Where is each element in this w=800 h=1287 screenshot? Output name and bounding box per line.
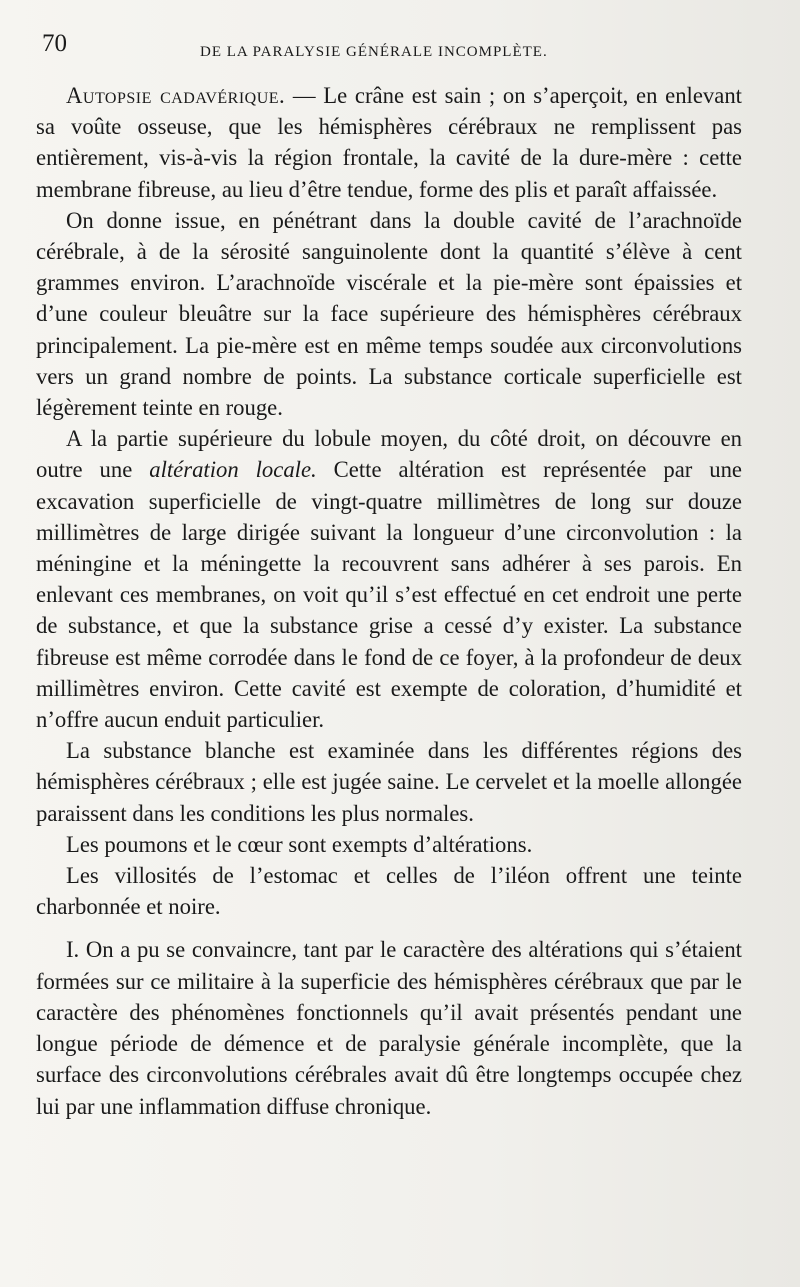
paragraph-conclusion: I. On a pu se convaincre, tant par le caractère des altérations qui s’étaient formées sur ce militaire à la superficie des hémisphères cérébraux que par le caractère des phénomènes fonctionnels qu’il avait présentés pendant une longue période de démence et de paralysie générale incomplète, que la surface des circonvolutions cérébrales avait dû être longtemps occupée chez lui par une inflammation diffuse chronique. — [36, 937, 742, 1119]
page-number: 70 — [42, 30, 67, 57]
paragraph-text: — Le crâne est sain ; on s’aperçoit, en enlevant sa voûte osseuse, que les hémisphères cérébraux ne remplissent pas entièrement, vis-à-vis la région frontale, la cavité de la dure-mère : cette membrane fibreuse, au lieu d’être tendue, forme des plis et paraît affaissée. — [36, 83, 742, 202]
section-heading: Autopsie cadavérique. — [66, 83, 286, 108]
paragraph-text: A la partie supérieure du lobule moyen, du côté droit, on découvre en outre une — [36, 426, 742, 483]
section-gap — [36, 922, 742, 934]
page-header — [40, 30, 760, 66]
paragraph-stomach: Les villosités de l’estomac et celles de l’iléon offrent une teinte charbonnée et noire. — [36, 863, 742, 920]
body-text — [36, 80, 742, 1122]
paragraph-white-substance: La substance blanche est examinée dans les différentes régions des hémisphères cérébraux ; elle est jugée saine. Le cervelet et la moelle allongée paraissent dans les conditions les plus normales. — [36, 738, 742, 826]
paragraph-arachnoid: On donne issue, en pénétrant dans la double cavité de l’arachnoïde cérébrale, à de la sérosité sanguinolente dont la quantité s’élève à cent grammes environ. L’arachnoïde viscérale et la pie-mère sont épaissies et d’une couleur bleuâtre sur la face supérieure des hémisphères cérébraux principalement. La pie-mère est en même temps soudée aux circonvolutions vers un grand nombre de points. La substance corticale superficielle est légèrement teinte en rouge. — [36, 207, 742, 421]
running-title: DE LA PARALYSIE GÉNÉRALE INCOMPLÈTE. — [200, 44, 548, 60]
paragraph-autopsy — [36, 80, 742, 205]
paragraph-lungs-heart: Les poumons et le cœur sont exempts d’altérations. — [66, 831, 533, 857]
paragraph-text: Cette altération est représentée par une excavation superficielle de vingt-quatre millimètres de long sur douze millimètres de large dirigée suivant la longueur d’une circonvolution : la méningine et la méningette la recouvrent sans adhérer à ses parois. En enlevant ces membranes, on voit qu’il s’est effectué en cet endroit une perte de substance, et que la substance grise a cessé d’y exister. La substance fibreuse est même corrodée dans le fond de ce foyer, à la profondeur de deux millimètres environ. Cette cavité est exempte de coloration, d’humidité et n’offre aucun enduit particulier. — [36, 457, 742, 733]
emphasis-text: altération locale. — [149, 457, 317, 483]
paragraph-local-alteration — [36, 423, 742, 735]
